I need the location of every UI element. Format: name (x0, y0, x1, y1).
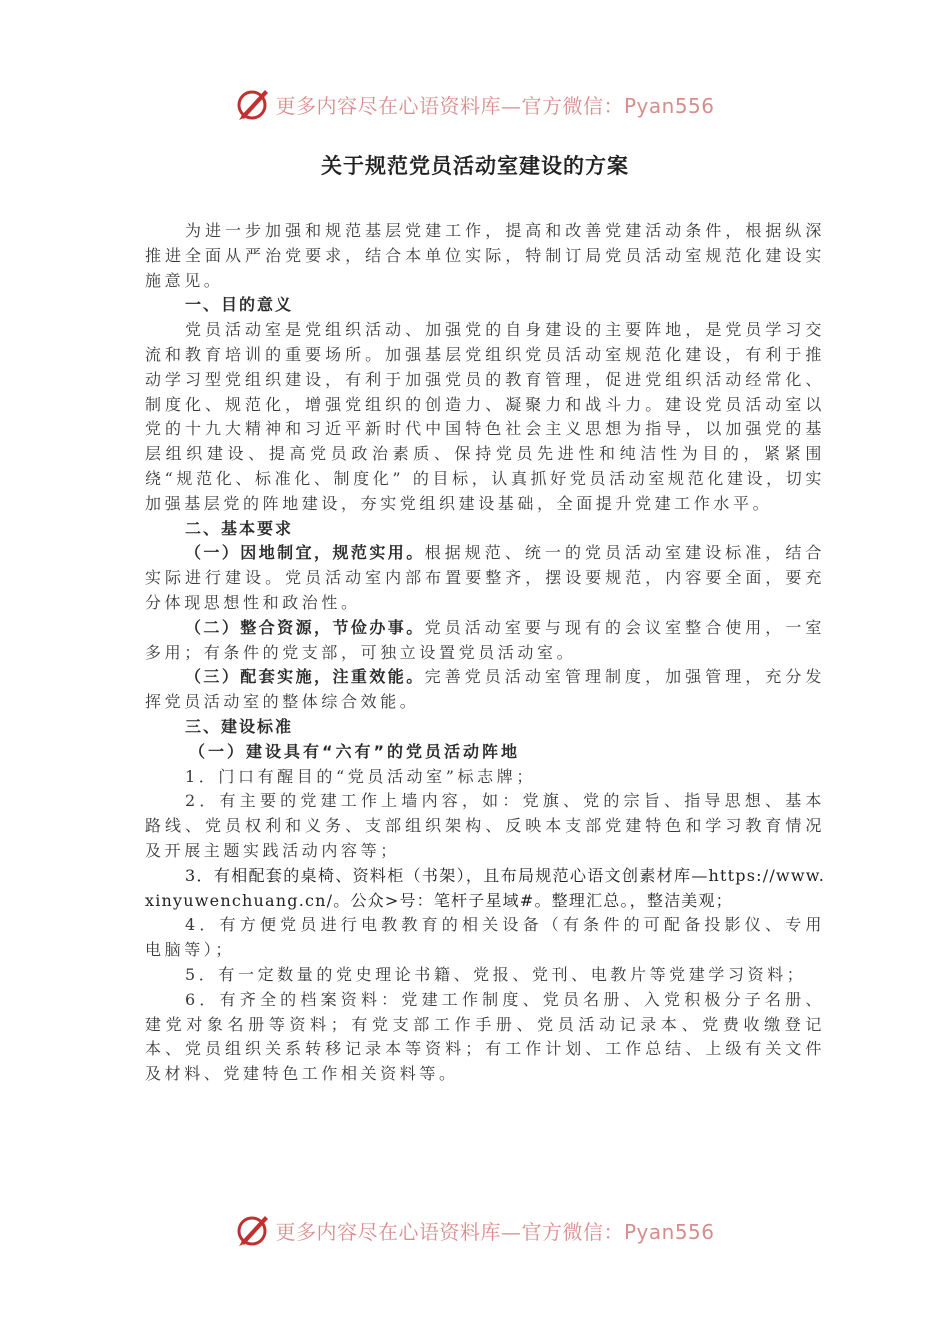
section-heading-3: 三、建设标准 (185, 716, 294, 736)
document-title: 关于规范党员活动室建设的方案 (321, 154, 629, 178)
purpose-paragraph: 党员活动室是党组织活动、加强党的自身建设的主要阵地，是党员学习交流和教育培训的重要场所。加强基层党组织党员活动室规范化建设，有利于推动学习型党组织建设，有利于加强党员的教育管理，促进党组织活动经常化、制度化、规范化，增强党组织的创造力、凝聚力和战斗力。建设党员活动室以党的十九大精神和习近平新时代中国特色社会主义思想为指导，以加强党的基层组织建设、提高党员政治素质、保持党员先进性和纯洁性为目的，紧紧围绕“规范化、标准化、制度化” 的目标，认真抓好党员活动室规范化建设，切实加强基层党的阵地建设，夯实党组织建设基础，全面提升党建工作水平。 (145, 320, 825, 513)
section-heading-1: 一、目的意义 (185, 295, 294, 315)
list-item-5: 5．有一定数量的党史理论书籍、党报、党刊、电教片等党建学习资料； (185, 964, 807, 984)
list-item-3: 3．有相配套的桌椅、资料柜（书架），且布局规范心语文创素材库—https://www.xinyuwenchuang.cn/。公众>号：笔杆子星域#。整理汇总。，整洁美观； (145, 865, 825, 910)
list-item-1: 1．门口有醒目的“党员活动室”标志牌； (185, 766, 536, 786)
requirement-1-text: 根据规范、统一的党员活动室建设标准，结合实际进行建设。党员活动室内部布置要整齐，摆设要规范，内容要全面，要充分体现思想性和政治性。 (145, 543, 825, 612)
pen-circle-logo-icon (235, 1212, 271, 1248)
subheading-six-haves: （一）建设具有“六有”的党员活动阵地 (189, 741, 521, 761)
banner-text: 更多内容尽在心语资料库—官方微信：Pyan556 (275, 93, 715, 118)
requirement-3-text: 完善党员活动室管理制度，加强管理，充分发挥党员活动室的整体综合效能。 (145, 667, 825, 712)
requirement-2-lead: （二）整合资源，节俭办事。 (185, 617, 425, 637)
requirement-3 (145, 665, 825, 715)
wechat-id: Pyan556 (623, 93, 715, 118)
requirement-2-text: 党员活动室要与现有的会议室整合使用，一室多用；有条件的党支部，可独立设置党员活动室。 (145, 617, 825, 662)
section-heading-2: 二、基本要求 (185, 518, 294, 538)
document-body (145, 219, 825, 1087)
footer-wechat-id: Pyan556 (623, 1219, 715, 1244)
list-item-2: 2．有主要的党建工作上墙内容，如：党旗、党的宗旨、指导思想、基本路线、党员权利和义务、支部组织架构、反映本支部党建特色和学习教育情况及开展主题实践活动内容等； (145, 791, 825, 860)
pen-circle-logo-icon (235, 86, 271, 122)
requirement-2 (145, 616, 825, 666)
intro-paragraph: 为进一步加强和规范基层党建工作，提高和改善党建活动条件，根据纵深推进全面从严治党要求，结合本单位实际，特制订局党员活动室规范化建设实施意见。 (145, 221, 825, 290)
footer-banner-text: 更多内容尽在心语资料库—官方微信：Pyan556 (275, 1219, 715, 1244)
footer-banner (0, 1210, 950, 1250)
requirement-1-lead: （一）因地制宜，规范实用。 (185, 543, 425, 563)
list-item-6: 6．有齐全的档案资料：党建工作制度、党员名册、入党积极分子名册、建党对象名册等资料；有党支部工作手册、党员活动记录本、党费收缴登记本、党员组织关系转移记录本等资料；有工作计划、工作总结、上级有关文件及材料、党建特色工作相关资料等。 (145, 989, 825, 1084)
footer-banner-content (235, 1212, 714, 1248)
banner-content (235, 86, 714, 122)
requirement-1 (145, 541, 825, 615)
requirement-3-lead: （三）配套实施，注重效能。 (185, 667, 425, 687)
list-item-4: 4．有方便党员进行电教教育的相关设备（有条件的可配备投影仪、专用电脑等）； (145, 915, 825, 960)
header-banner (0, 84, 950, 124)
